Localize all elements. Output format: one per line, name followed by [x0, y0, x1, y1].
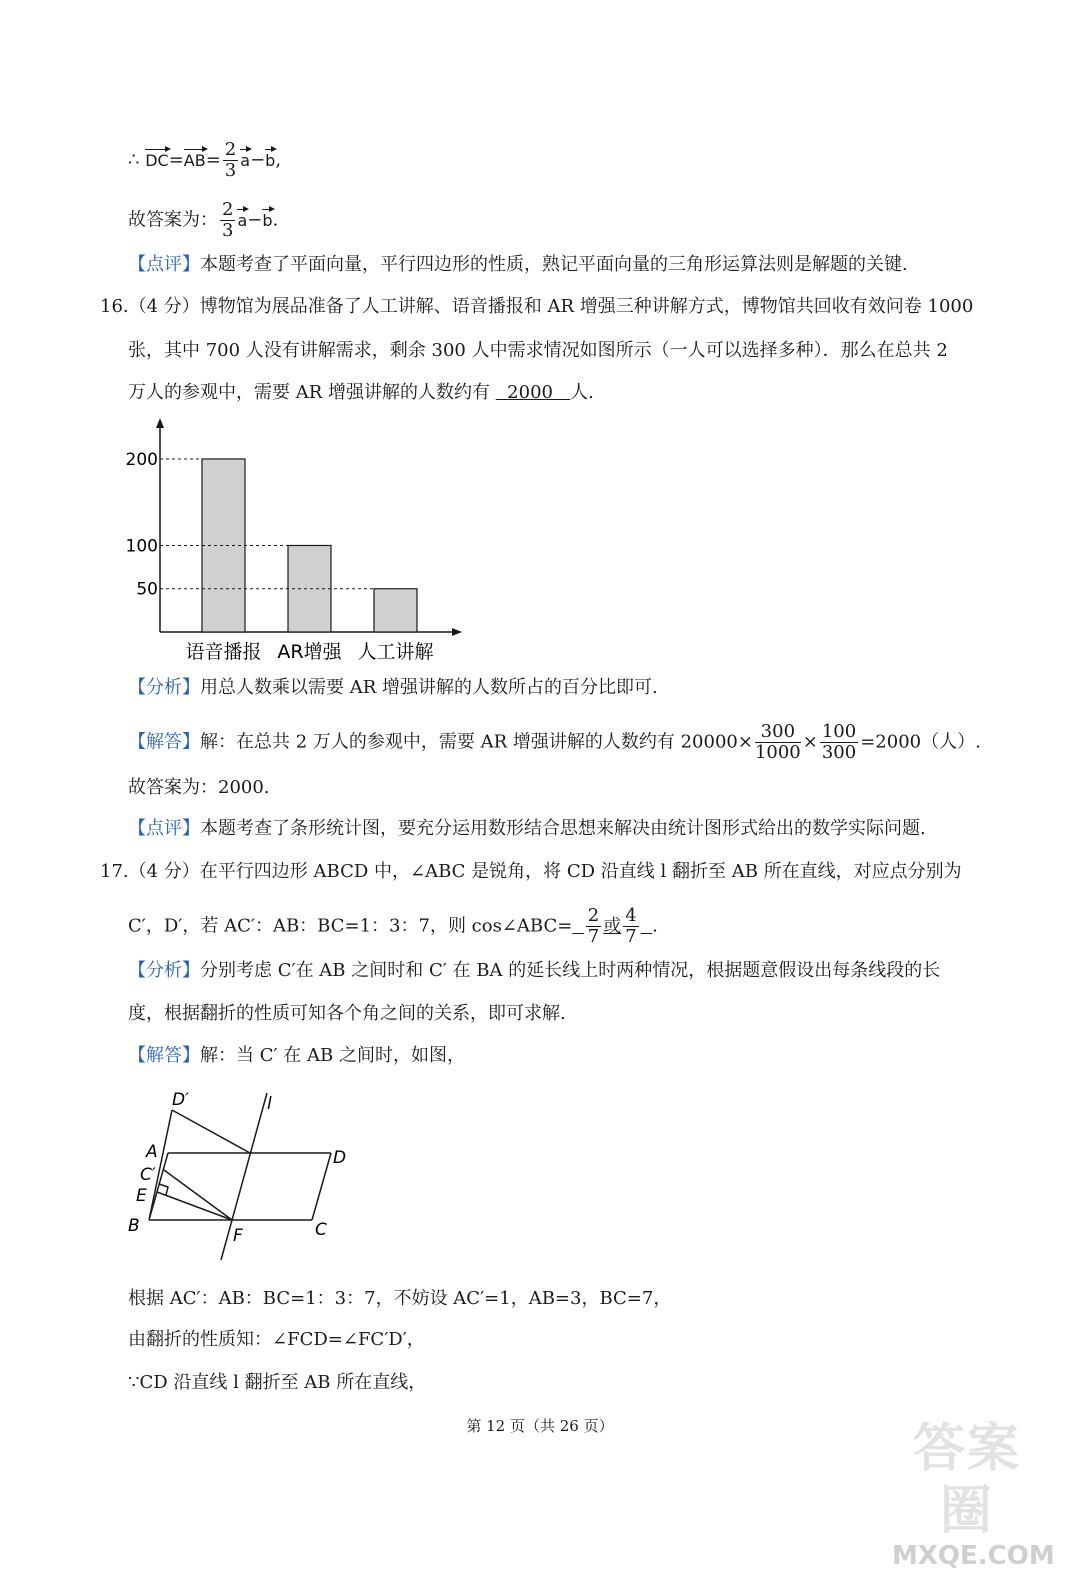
page-footer: 第 12 页（共 26 页） — [466, 1417, 614, 1435]
y-tick-label: 50 — [136, 579, 158, 600]
fraction-denominator: 1000 — [754, 742, 801, 763]
y-axis-arrow — [156, 418, 164, 428]
q16-review — [128, 817, 926, 841]
punct: . — [272, 209, 279, 231]
watermark-line2: MXQE.COM — [892, 1541, 1055, 1571]
fraction-denominator: 3 — [222, 220, 234, 241]
times: × — [802, 731, 818, 753]
stem-text: 万人的参观中，需要 AR 增强讲解的人数约有 — [128, 382, 496, 403]
equals: = — [168, 149, 184, 171]
fraction-denominator: 7 — [587, 926, 600, 947]
q17-analysis-line1 — [128, 959, 940, 983]
fold-line-l — [221, 1093, 267, 1260]
q17-after-line2: 由翻折的性质知：∠FCD=∠FC′D′， — [128, 1329, 425, 1350]
vector-b: b — [265, 149, 275, 173]
review-text: 本题考查了平面向量，平行四边形的性质，熟记平面向量的三角形运算法则是解题的关键. — [200, 254, 908, 275]
vector-a: a — [237, 209, 247, 233]
solution-tag: 【解答】 — [128, 731, 200, 753]
q15-therefore-line — [128, 140, 281, 181]
bar-chart — [120, 418, 480, 668]
fraction-numerator: 300 — [755, 722, 801, 743]
bar — [374, 589, 417, 632]
review-tag: 【点评】 — [128, 254, 200, 275]
fraction-4-7 — [623, 906, 638, 947]
vector-ab: AB — [184, 149, 206, 173]
analysis-text: 分别考虑 C′在 AB 之间时和 C′ 在 BA 的延长线上时两种情况，根据题意假设出每条线段的长 — [200, 960, 941, 981]
label-a: A — [146, 1142, 158, 1162]
analysis-tag: 【分析】 — [128, 677, 200, 698]
q16-analysis — [128, 676, 658, 700]
q17-after-line3: ∵CD 沿直线 l 翻折至 AB 所在直线， — [128, 1372, 427, 1393]
review-tag: 【点评】 — [128, 818, 200, 839]
therefore-symbol: ∴ — [128, 149, 140, 171]
stem-text: C′，D′，若 AC′：AB：BC=1：3：7，则 cos∠ABC= — [128, 915, 573, 937]
q17-after-line1: 根据 AC′：AB：BC=1：3：7，不妨设 AC′=1，AB=3，BC=7， — [128, 1288, 672, 1309]
q17-stem-line1: 17.（4 分）在平行四边形 ABCD 中，∠ABC 是锐角，将 CD 沿直线 l 翻折至 AB 所在直线，对应点分别为 — [100, 861, 962, 882]
stem-text: 人. — [570, 382, 594, 403]
q17-stem-line2 — [128, 906, 658, 947]
vector-b: b — [262, 209, 272, 233]
fraction-numerator: 2 — [224, 139, 237, 160]
minus: − — [250, 149, 266, 171]
solution-text: =2000（人）. — [860, 731, 981, 753]
label-b: B — [128, 1216, 140, 1236]
x-category-label: AR增强 — [277, 641, 342, 663]
watermark-logo — [892, 1418, 1055, 1571]
label-d: D — [333, 1148, 347, 1168]
solution-tag: 【解答】 — [128, 1045, 200, 1066]
q16-stem-line1: 16.（4 分）博物馆为展品准备了人工讲解、语音播报和 AR 增强三种讲解方式，博物馆共回收有效问卷 1000 — [100, 296, 974, 317]
watermark-line1: 答案圈 — [912, 1419, 1021, 1541]
q16-stem-line2: 张，其中 700 人没有讲解需求，剩余 300 人中需求情况如图所示（一人可以选择多种）．那么在总共 2 — [128, 340, 948, 361]
segment-c-prime-f — [164, 1170, 232, 1220]
or-text: 或 — [603, 915, 622, 937]
y-tick-label: 200 — [125, 449, 158, 470]
fraction-denominator: 3 — [224, 160, 237, 181]
segment-d-c — [312, 1153, 331, 1220]
fraction-denominator: 300 — [821, 742, 857, 763]
fraction-2-7 — [586, 906, 601, 947]
answer-value: 2000 — [507, 382, 553, 403]
analysis-text: 用总人数乘以需要 AR 增强讲解的人数所占的百分比即可. — [200, 677, 658, 698]
minus: − — [247, 209, 263, 231]
review-text: 本题考查了条形统计图，要充分运用数形结合思想来解决由统计图形式给出的数学实际问题. — [200, 818, 926, 839]
fraction-100-300 — [820, 722, 858, 763]
fraction-two-thirds — [220, 200, 235, 241]
q17-solution — [128, 1044, 465, 1068]
q15-review — [128, 253, 908, 277]
equals: = — [205, 149, 221, 171]
label-e: E — [136, 1186, 147, 1206]
q16-answer-blank — [496, 382, 570, 403]
fraction-300-1000 — [755, 722, 801, 763]
y-tick-label: 100 — [125, 536, 158, 557]
label-f: F — [233, 1226, 243, 1246]
x-category-label: 语音播报 — [185, 641, 262, 663]
vector-a: a — [240, 149, 250, 173]
segment-e-f — [157, 1192, 232, 1220]
solution-text: 解：在总共 2 万人的参观中，需要 AR 增强讲解的人数约有 20000× — [200, 731, 753, 753]
q15-answer-line — [128, 200, 278, 241]
q16-answer: 故答案为：2000. — [128, 777, 270, 798]
x-axis-arrow — [452, 628, 462, 636]
analysis-tag: 【分析】 — [128, 960, 200, 981]
fraction-numerator: 4 — [625, 905, 637, 926]
label-d-prime: D′ — [172, 1090, 189, 1110]
fraction-numerator: 100 — [821, 721, 857, 742]
answer-prefix: 故答案为： — [128, 209, 218, 231]
segment-d-prime-fold — [172, 1110, 250, 1153]
fraction-numerator: 2 — [587, 905, 600, 926]
punct: , — [275, 149, 282, 171]
fraction-two-thirds — [223, 140, 238, 181]
solution-text: 解：当 C′ 在 AB 之间时，如图， — [200, 1045, 465, 1066]
parallelogram-fold-figure — [120, 1085, 380, 1275]
label-c: C — [315, 1220, 327, 1240]
punct: . — [652, 915, 658, 937]
q16-stem-line3 — [128, 381, 594, 405]
label-c-prime: C′ — [140, 1165, 156, 1185]
q17-answer-blank — [572, 905, 652, 947]
q16-solution — [128, 722, 981, 763]
x-category-label: 人工讲解 — [357, 641, 434, 663]
fraction-numerator: 2 — [222, 199, 234, 220]
fraction-denominator: 7 — [625, 926, 637, 947]
label-l: l — [267, 1094, 272, 1114]
q17-analysis-line2: 度，根据翻折的性质可知各个角之间的关系，即可求解. — [128, 1003, 566, 1024]
vector-dc: DC — [145, 149, 169, 173]
